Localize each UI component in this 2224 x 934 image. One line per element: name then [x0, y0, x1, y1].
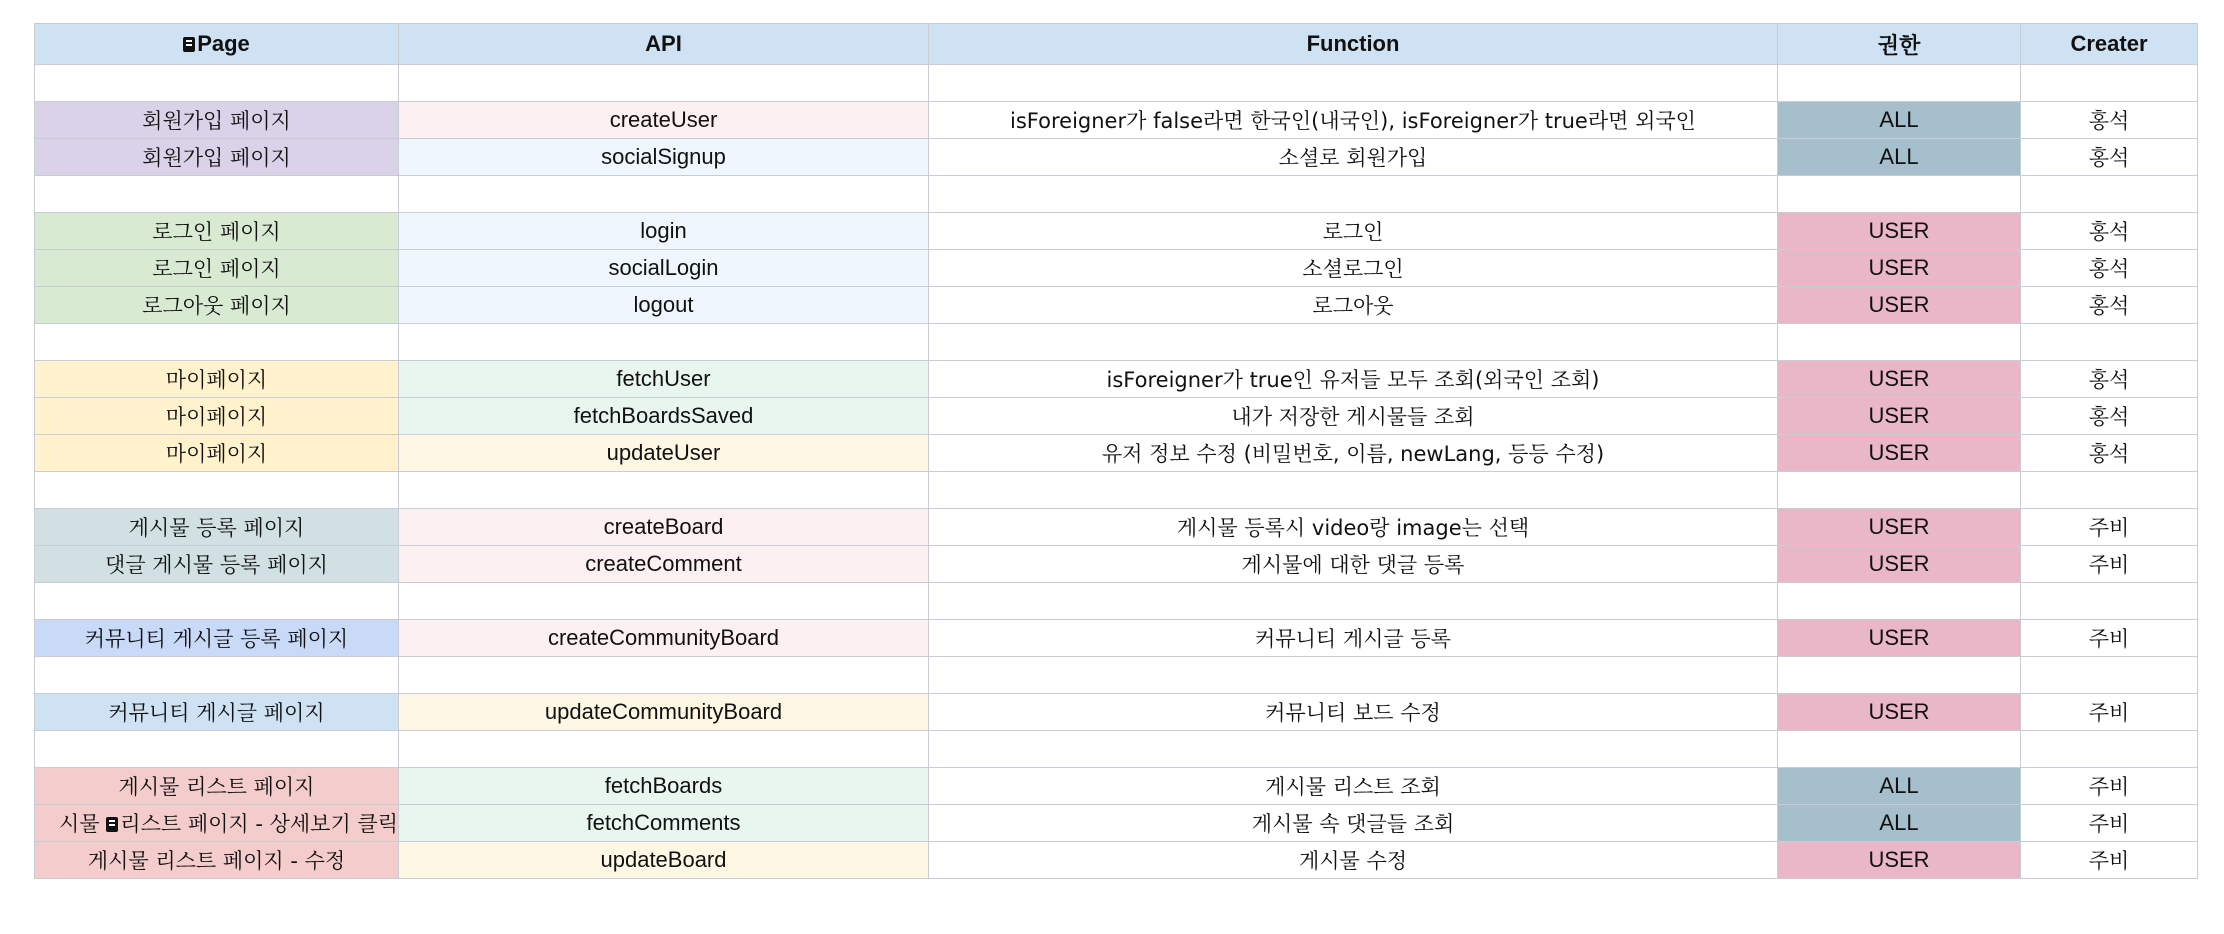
cell[interactable] — [399, 324, 929, 361]
creator-cell[interactable]: 주비 — [2021, 842, 2198, 879]
cell[interactable] — [929, 657, 1778, 694]
cell[interactable] — [2021, 176, 2198, 213]
table-row — [35, 398, 2198, 435]
page-cell[interactable]: 게시물 리스트 페이지 — [35, 768, 399, 805]
cell[interactable] — [1778, 324, 2021, 361]
table-row — [35, 546, 2198, 583]
creator-cell[interactable]: 주비 — [2021, 509, 2198, 546]
page-cell[interactable]: 마이페이지 — [35, 435, 399, 472]
table-row — [35, 509, 2198, 546]
api-cell[interactable]: updateUser — [399, 435, 929, 472]
cell[interactable] — [2021, 657, 2198, 694]
permission-cell[interactable]: USER — [1778, 250, 2021, 287]
permission-cell[interactable]: ALL — [1778, 768, 2021, 805]
page-cell[interactable]: 회원가입 페이지 — [35, 102, 399, 139]
page-cell[interactable]: 마이페이지 — [35, 361, 399, 398]
permission-cell[interactable]: USER — [1778, 509, 2021, 546]
permission-cell[interactable]: USER — [1778, 620, 2021, 657]
table-row — [35, 694, 2198, 731]
api-cell[interactable]: login — [399, 213, 929, 250]
page-cell[interactable]: 로그인 페이지 — [35, 213, 399, 250]
api-cell[interactable]: fetchBoards — [399, 768, 929, 805]
empty-row — [35, 583, 2198, 620]
table-row — [35, 768, 2198, 805]
cell[interactable] — [399, 657, 929, 694]
table-row — [35, 842, 2198, 879]
table-row — [35, 139, 2198, 176]
page-cell[interactable]: 게시물 등록 페이지 — [35, 509, 399, 546]
creator-cell[interactable]: 주비 — [2021, 768, 2198, 805]
header-row — [35, 24, 2198, 65]
table-row — [35, 435, 2198, 472]
api-table — [34, 23, 2198, 879]
api-cell[interactable]: updateBoard — [399, 842, 929, 879]
permission-cell[interactable]: USER — [1778, 842, 2021, 879]
function-cell[interactable]: 게시물에 대한 댓글 등록 — [929, 546, 1778, 583]
function-cell[interactable]: 게시물 리스트 조회 — [929, 768, 1778, 805]
cell[interactable] — [35, 176, 399, 213]
cell[interactable] — [929, 324, 1778, 361]
table-row — [35, 287, 2198, 324]
permission-cell[interactable]: USER — [1778, 435, 2021, 472]
cell[interactable] — [35, 65, 399, 102]
cell[interactable] — [399, 583, 929, 620]
cell[interactable] — [1778, 176, 2021, 213]
function-cell[interactable]: 커뮤니티 게시글 등록 — [929, 620, 1778, 657]
api-cell[interactable]: createBoard — [399, 509, 929, 546]
table-row — [35, 102, 2198, 139]
cell[interactable] — [2021, 583, 2198, 620]
cell[interactable] — [1778, 472, 2021, 509]
empty-row — [35, 324, 2198, 361]
function-cell[interactable]: 게시물 등록시 video랑 image는 선택 — [929, 509, 1778, 546]
spreadsheet — [34, 23, 2198, 879]
page-cell[interactable]: 커뮤니티 게시글 페이지 — [35, 694, 399, 731]
function-cell[interactable]: isForeigner가 true인 유저들 모두 조회(외국인 조회) — [929, 361, 1778, 398]
cell[interactable] — [929, 583, 1778, 620]
page-cell[interactable]: 마이페이지 — [35, 398, 399, 435]
api-cell[interactable]: createCommunityBoard — [399, 620, 929, 657]
cell[interactable] — [399, 731, 929, 768]
function-cell[interactable]: 소셜로그인 — [929, 250, 1778, 287]
table-row — [35, 805, 2198, 842]
creator-cell[interactable]: 홍석 — [2021, 398, 2198, 435]
page-cell[interactable]: 회원가입 페이지 — [35, 139, 399, 176]
creator-cell[interactable]: 홍석 — [2021, 287, 2198, 324]
table-row — [35, 361, 2198, 398]
cell[interactable] — [399, 65, 929, 102]
header-page[interactable]: Page — [35, 24, 399, 65]
function-cell[interactable]: 커뮤니티 보드 수정 — [929, 694, 1778, 731]
header-function[interactable]: Function — [929, 24, 1778, 65]
page-cell[interactable]: 시물 리스트 페이지 - 상세보기 클릭 — [35, 805, 399, 842]
creator-cell[interactable]: 주비 — [2021, 694, 2198, 731]
cell[interactable] — [1778, 731, 2021, 768]
creator-cell[interactable]: 홍석 — [2021, 102, 2198, 139]
cell[interactable] — [399, 472, 929, 509]
empty-row — [35, 472, 2198, 509]
api-cell[interactable]: fetchBoardsSaved — [399, 398, 929, 435]
cell[interactable] — [2021, 472, 2198, 509]
empty-row — [35, 176, 2198, 213]
permission-cell[interactable]: USER — [1778, 213, 2021, 250]
cell[interactable] — [35, 657, 399, 694]
cell[interactable] — [2021, 324, 2198, 361]
page-cell[interactable]: 로그인 페이지 — [35, 250, 399, 287]
creator-cell[interactable]: 홍석 — [2021, 213, 2198, 250]
table-row — [35, 213, 2198, 250]
header-api[interactable]: API — [399, 24, 929, 65]
page-cell[interactable]: 댓글 게시물 등록 페이지 — [35, 546, 399, 583]
document-icon — [183, 37, 195, 52]
cell[interactable] — [35, 324, 399, 361]
api-cell[interactable]: socialSignup — [399, 139, 929, 176]
api-cell[interactable]: createUser — [399, 102, 929, 139]
cell[interactable] — [1778, 583, 2021, 620]
cell[interactable] — [35, 583, 399, 620]
cell[interactable] — [35, 731, 399, 768]
api-cell[interactable]: createComment — [399, 546, 929, 583]
api-cell[interactable]: updateCommunityBoard — [399, 694, 929, 731]
creator-cell[interactable]: 홍석 — [2021, 435, 2198, 472]
function-cell[interactable]: 소셜로 회원가입 — [929, 139, 1778, 176]
empty-row — [35, 731, 2198, 768]
permission-cell[interactable]: ALL — [1778, 102, 2021, 139]
function-cell[interactable]: isForeigner가 false라면 한국인(내국인), isForeigner가 true라면 외국인 — [929, 102, 1778, 139]
function-cell[interactable]: 로그아웃 — [929, 287, 1778, 324]
function-cell[interactable]: 로그인 — [929, 213, 1778, 250]
creator-cell[interactable]: 주비 — [2021, 805, 2198, 842]
creator-cell[interactable]: 주비 — [2021, 620, 2198, 657]
permission-cell[interactable]: USER — [1778, 546, 2021, 583]
api-cell[interactable]: fetchComments — [399, 805, 929, 842]
permission-cell[interactable]: USER — [1778, 398, 2021, 435]
header-creator[interactable]: Creater — [2021, 24, 2198, 65]
table-row — [35, 620, 2198, 657]
creator-cell[interactable]: 홍석 — [2021, 361, 2198, 398]
function-cell[interactable]: 게시물 속 댓글들 조회 — [929, 805, 1778, 842]
creator-cell[interactable]: 홍석 — [2021, 250, 2198, 287]
cell[interactable] — [1778, 65, 2021, 102]
empty-row — [35, 65, 2198, 102]
empty-row — [35, 657, 2198, 694]
header-permission[interactable]: 권한 — [1778, 24, 2021, 65]
function-cell[interactable]: 게시물 수정 — [929, 842, 1778, 879]
cell[interactable] — [1778, 657, 2021, 694]
cell[interactable] — [929, 176, 1778, 213]
api-cell[interactable]: logout — [399, 287, 929, 324]
table-row — [35, 250, 2198, 287]
api-cell[interactable]: fetchUser — [399, 361, 929, 398]
creator-cell[interactable]: 홍석 — [2021, 139, 2198, 176]
permission-cell[interactable]: USER — [1778, 287, 2021, 324]
document-icon — [106, 817, 118, 832]
page-cell[interactable]: 게시물 리스트 페이지 - 수정 — [35, 842, 399, 879]
function-cell[interactable]: 유저 정보 수정 (비밀번호, 이름, newLang, 등등 수정) — [929, 435, 1778, 472]
permission-cell[interactable]: ALL — [1778, 805, 2021, 842]
cell[interactable] — [2021, 731, 2198, 768]
api-cell[interactable]: socialLogin — [399, 250, 929, 287]
cell[interactable] — [929, 65, 1778, 102]
cell[interactable] — [929, 731, 1778, 768]
permission-cell[interactable]: USER — [1778, 361, 2021, 398]
cell[interactable] — [35, 472, 399, 509]
permission-cell[interactable]: USER — [1778, 694, 2021, 731]
permission-cell[interactable]: ALL — [1778, 139, 2021, 176]
cell[interactable] — [399, 176, 929, 213]
page-cell[interactable]: 로그아웃 페이지 — [35, 287, 399, 324]
creator-cell[interactable]: 주비 — [2021, 546, 2198, 583]
page-cell[interactable]: 커뮤니티 게시글 등록 페이지 — [35, 620, 399, 657]
function-cell[interactable]: 내가 저장한 게시물들 조회 — [929, 398, 1778, 435]
cell[interactable] — [2021, 65, 2198, 102]
cell[interactable] — [929, 472, 1778, 509]
